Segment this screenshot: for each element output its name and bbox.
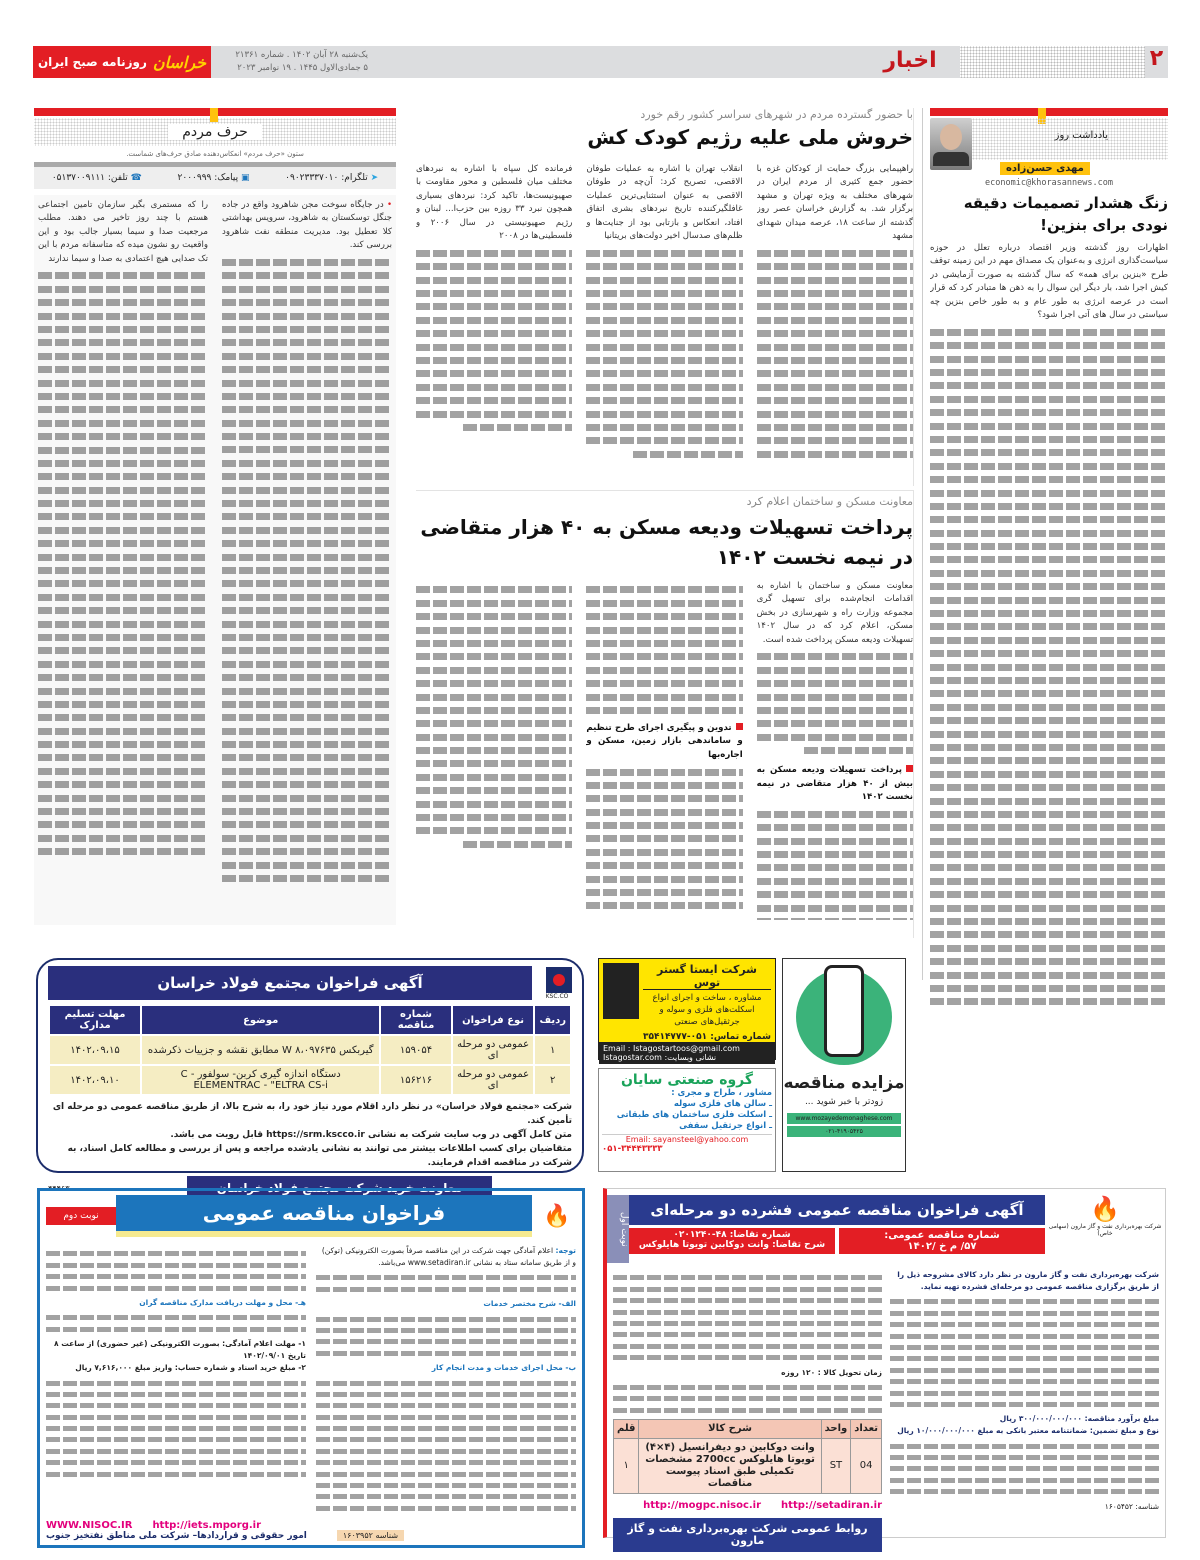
story1-col-3: فرمانده کل سپاه با اشاره به نبردهای مختلف میان فلسطین و محور مقاومت با صهیونیست‌ها، تاکید کرد: نبردهای بسیاری همچون نبرد ۳۳ روزه بین حزب‌ا... لبنان و رژیم صهیونیستی در سال ۲۰۰۶ و فلسطینی‌ها در ۲۰۰۸ bbox=[416, 163, 572, 463]
nisoc-col-left: هـ- محل و مهلت دریافت مدارک مناقصه گران ۱- مهلت اعلام آمادگی: بصورت الکترونیکی (غیر حضوری) از ساعت ۸ تاریخ ۱۴۰۲/۰۹/۰۱ ۲- مبلغ خرید اسناد و شماره حساب: واریز مبلغ ۷,۶۱۶,۰۰۰ ریال bbox=[46, 1245, 306, 1517]
ad-mozayede[interactable] bbox=[782, 958, 906, 1172]
mozayede-website[interactable]: www.mozayedemonaghese.com bbox=[787, 1113, 901, 1124]
editorial-kicker: یادداشت روز bbox=[1054, 130, 1108, 141]
maroon-code: شناسه: ۱۶۰۵۴۵۲ bbox=[1104, 1501, 1159, 1511]
nisoc-ad-title: فراخوان مناقصه عمومی bbox=[116, 1195, 532, 1237]
sms-icon: ▣ bbox=[241, 173, 250, 183]
ad-nisoc[interactable] bbox=[37, 1188, 585, 1548]
ista-website[interactable]: نشانی وبسایت: Istagostar.com bbox=[603, 1053, 717, 1062]
story-protest bbox=[416, 108, 914, 486]
ksc-tender-table: ردیف نوع فراخوان شماره مناقصه موضوع مهلت تسلیم مدارک ۱ عمومی دو مرحله ای ۱۵۹۰۵۴ گیربکس W ۸،۰۹۷۶۳۵ مطابق نقشه و جزییات ذکرشده ۱۴۰۲،۰۹،۱۵ ۲ عمومی دو مرحله ای ۱۵۶۲۱۶ دستگاه اندازه گیری کربن- سولفور - C ELEMENTRAC - "ELTRA CS-i ۱۴۰۲،۰۹،۱۰ bbox=[48, 1004, 572, 1096]
telegram-icon: ➤ bbox=[370, 173, 379, 183]
issue-date bbox=[218, 49, 368, 75]
ksc-code: ۴۴۴۶۳ bbox=[48, 1183, 70, 1193]
maroon-ad-title: آگهی فراخوان مناقصه عمومی فشرده دو مرحله‌ای bbox=[629, 1195, 1045, 1225]
phone-contact[interactable]: ☎ تلفن: ۰۵۱۳۷۰۰۹۱۱۱ bbox=[51, 173, 142, 183]
ad-sayan[interactable]: گروه صنعتی سایان مشاور ، طراح و مجری : ـ سالن های فلزی سوله ـ اسکلت فلزی ساختمان های طبقاتی ـ انواع جرثقیل سقفی Email: sayansteel@yahoo.com ۰۵۱-۳۴۴۴۳۳۳۳ bbox=[598, 1068, 776, 1172]
table-row: 04 ST وانت دوکابین دو دیفرانسیل (۴×۴) تویوتا هایلوکس 2700cc مشخصات تکمیلی طبق اسناد پیوست مناقصات ۱ bbox=[614, 1439, 882, 1494]
brand-name: خراسان bbox=[152, 52, 207, 72]
ista-email[interactable]: Email : Istagostartoos@gmail.com bbox=[603, 1044, 740, 1053]
editorial-column bbox=[930, 108, 1168, 1012]
story2-col-1: معاونت مسکن و ساختمان با اشاره به اقدامات انجام‌شده برای تسهیل گری مجموعه وزارت راه و شهرسازی در بخش مسکن، اعلام کرد که در سال ۱۴۰۲ تسهیلات ودیعه مسکن پرداخت شده است. پرداخت تسهیلات ودیعه مسکن به بیش از ۴۰ هزار متقاضی در نیمه نخست ۱۴۰۲ bbox=[757, 580, 913, 920]
story-housing bbox=[416, 490, 914, 938]
nisoc-code: شناسه ۱۶۰۳۹۵۲ bbox=[337, 1530, 404, 1541]
nioc-logo-icon: 🔥 bbox=[543, 1203, 571, 1229]
ad-maroon[interactable]: 🔥 شرکت بهره‌برداری نفت و گاز مارون (سهامی خاص) آگهی فراخوان مناقصه عمومی فشرده دو مرحله‌ای شماره مناقصه عمومی: ۵۷/ م خ /۱۴۰۲ شماره تقاضا: ۴۸-۰۲۰۱۲۴۰ شرح تقاضا: وانت دوکابین تویوتا هایلوکس نوبت اول شرکت بهره‌برداری نفت و گاز مارون در نظر دارد کالای مشروحه ذیل را از طریق برگزاری مناقصه عمومی دو مرحله‌ای فشرده تهیه نماید. مبلغ برآورد مناقصه: ۳۰۰/۰۰۰/۰۰۰/۰۰۰ ریال نوع و مبلغ تضمین: ضمانتنامه معتبر بانکی به مبلغ ۱۰/۰۰۰/۰۰۰/۰۰۰ ریال شناسه: ۱۶۰۵۴۵۲ زمان تحویل کالا : ۱۲۰ روزه تعداد واحد شرح کالا قلم 04 ST وانت دوکابین دو دیفرانسیل (۴×۴) تویوتا هایلوکس 2700cc مشخصات تکمیلی طبق اسناد پیوست مناقصات ۱ http://mogpc.nisoc.ir http://setadiran.ir روابط عمومی شرکت بهره‌برداری نفت و گاز مارون bbox=[603, 1188, 1166, 1538]
people-column-subtitle: ستون «حرف مردم» انعکاس‌دهنده صادق حرف‌های شماست. bbox=[126, 150, 304, 158]
column-divider bbox=[922, 108, 923, 980]
ista-phone: شماره تماس: ۰۵۱-۳۵۴۱۴۷۷۷ bbox=[642, 1032, 771, 1042]
story1-col-1: راهپیمایی بزرگ حمایت از کودکان غزه با حضور جمع کثیری از مردم ایران در شهرهای مختلف به ویژه تهران و مشهد برگزار شد. به گزارش خراسان عصر روز گذشته از ساعت ۱۸، عرصه میدان شهدای مشهد bbox=[757, 163, 913, 463]
editorial-body: اظهارات روز گذشته وزیر اقتصاد درباره تعلل در حوزه سیاست‌گذاری انرژی و به‌عنوان یک مصداق مهم در این زمینه توقف طرح «بنزین برای همه» که سال گذشته به صورت آزمایشی در کیش اجرا شد، بار دیگر این سوال را به ذهن ها متبادر کرد که قرار است در عرصه انرژی به طور عام و به طور خاص بنزین چه سیاستی در سال های آتی اجرا شود؟ bbox=[930, 242, 1168, 1012]
ista-body: مشاوره ، ساخت و اجرای انواع اسکلت‌های فلزی و سوله و جرثقیل‌های صنعتی bbox=[652, 993, 762, 1027]
people-col-right: • در جایگاه سوخت مجن شاهرود واقع در جاده جنگل توسکستان به شاهرود، سرویس بهداشتی کلا تعطیل بود. مدیریت منطقه نفت شاهرود بررسی کند. bbox=[222, 199, 392, 921]
page-number: ۲ bbox=[1149, 46, 1164, 71]
nisoc-badge: نوبت دوم bbox=[46, 1207, 116, 1225]
story2-subhead-2: تدوین و پیگیری اجرای طرح تنظیم و ساماندهی بازار زمین، مسکن و اجاره‌بها bbox=[586, 722, 743, 760]
editorial-red-bar bbox=[930, 108, 1168, 116]
maroon-link-setad[interactable]: http://setadiran.ir bbox=[781, 1500, 882, 1512]
ista-title: شرکت ایستا گستر توس bbox=[643, 963, 771, 990]
story1-kicker: با حضور گسترده مردم در شهرهای سراسر کشور رقم خورد bbox=[640, 108, 913, 121]
people-col-left: را که مستمری بگیر سازمان تامین اجتماعی هستم با چند روز تاخیر می دهند. مطلب مرجعیت صدا و سیما بسیار جالب بود و این واقعیت رو نشون میده که متاسفانه مردم با این تک صدایی هیچ اعتمادی به صدا و سیما ندارند bbox=[38, 199, 208, 921]
story2-col-3 bbox=[416, 580, 572, 920]
story2-subhead-1: پرداخت تسهیلات ودیعه مسکن به بیش از ۴۰ هزار متقاضی در نیمه نخست ۱۴۰۲ bbox=[756, 765, 913, 802]
table-row: ۲ عمومی دو مرحله ای ۱۵۶۲۱۶ دستگاه اندازه گیری کربن- سولفور - C ELEMENTRAC - "ELTRA CS-i ۱۴۰۲،۰۹،۱۰ bbox=[49, 1065, 571, 1095]
contact-bar bbox=[34, 167, 396, 189]
ksc-text-3: متقاضیان برای کسب اطلاعات بیشتر می توانند به نشانی یادشده مراجعه و پس از بررسی و مطالعه کامل اسناد، به شرکت در مناقصه اقدام فرمایند. bbox=[67, 1144, 572, 1168]
brand-tagline: روزنامه صبح ایران bbox=[37, 55, 147, 69]
sayan-phone: ۰۵۱-۳۴۴۴۳۳۳۳ bbox=[602, 1144, 663, 1154]
story2-title[interactable]: پرداخت تسهیلات ودیعه مسکن به ۴۰ هزار متقاضی در نیمه نخست ۱۴۰۲ bbox=[420, 515, 913, 569]
ksc-logo: KSC.CO bbox=[542, 967, 572, 1000]
people-column bbox=[34, 108, 396, 938]
ksc-text-1: شرکت «مجتمع فولاد خراسان» در نظر دارد اقلام مورد نیاز خود را، به شرح بالا، از طریق مناقصه عمومی دو مرحله ای تأمین کند. bbox=[52, 1102, 572, 1126]
nisoc-col-right: توجه: اعلام آمادگی جهت شرکت در این مناقصه صرفاً بصورت الکترونیکی (توکن) و از طریق سامانه ستاد به نشانی www.setadiran.ir می‌باشد. الف- شرح مختصر خدمات ب- محل اجرای خدمات و مدت انجام کار bbox=[316, 1245, 576, 1517]
mozayede-phone: ۰۲۱-۴۱۹۰۵۴۲۵ bbox=[787, 1126, 901, 1137]
maroon-col-left: زمان تحویل کالا : ۱۲۰ روزه تعداد واحد شرح کالا قلم 04 ST وانت دوکابین دو دیفرانسیل (۴×۴) تویوتا هایلوکس 2700cc مشخصات تکمیلی طبق اسناد پیوست مناقصات ۱ http://mogpc.nisoc.ir http://setadiran.ir روابط عمومی شرکت بهره‌برداری نفت و گاز مارون bbox=[613, 1269, 882, 1552]
date-line-1: یک‌شنبه ۲۸ آبان ۱۴۰۲ . شماره ۲۱۳۶۱ bbox=[235, 50, 368, 60]
people-column-title: حرف مردم bbox=[168, 124, 261, 140]
section-title: اخبار bbox=[883, 48, 937, 73]
telegram-contact[interactable]: ➤ تلگرام: ۰۹۰۲۳۳۳۷۰۱۰ bbox=[285, 173, 379, 183]
maroon-badge: نوبت اول bbox=[607, 1195, 629, 1263]
ksc-text-2: متن کامل آگهی در وب سایت شرکت به نشانی https://srm.kscco.ir قابل رویت می باشد. bbox=[170, 1130, 572, 1140]
story2-col-2 bbox=[586, 580, 742, 920]
phone-icon: ☎ bbox=[130, 173, 142, 183]
nisoc-footer: امور حقوقی و قراردادها– شرکت ملی مناطق نفتخیز جنوب bbox=[46, 1531, 307, 1541]
mozayede-tagline: زودتر با خبر شوید ... bbox=[804, 1097, 884, 1107]
header-pattern bbox=[960, 46, 1145, 78]
nisoc-link-1[interactable]: WWW.NISOC.IR bbox=[46, 1520, 133, 1531]
phone-mockup-icon bbox=[796, 969, 892, 1065]
ad-ksc[interactable] bbox=[36, 958, 584, 1195]
date-line-2: ۵ جمادی‌الاول ۱۴۴۵ . ۱۹ نوامبر ۲۰۲۳ bbox=[237, 63, 368, 73]
nisoc-link-2[interactable]: http://iets.mporg.ir bbox=[152, 1520, 262, 1531]
ksc-ad-title: آگهی فراخوان مجتمع فولاد خراسان bbox=[48, 966, 532, 1000]
author-email[interactable]: economic@khorasannews.com bbox=[985, 178, 1113, 188]
maroon-link-mogpc[interactable]: http://mogpc.nisoc.ir bbox=[643, 1500, 762, 1512]
newspaper-logo[interactable] bbox=[33, 46, 211, 78]
ista-logo bbox=[603, 963, 639, 1019]
story2-kicker: معاونت مسکن و ساختمان اعلام کرد bbox=[746, 495, 913, 508]
maroon-footer: روابط عمومی شرکت بهره‌برداری نفت و گاز مارون bbox=[613, 1518, 882, 1552]
mozayede-logo: مزایده مناقصه bbox=[783, 1073, 905, 1093]
maroon-goods-table: تعداد واحد شرح کالا قلم 04 ST وانت دوکابین دو دیفرانسیل (۴×۴) تویوتا هایلوکس 2700cc مشخصات تکمیلی طبق اسناد پیوست مناقصات ۱ bbox=[613, 1419, 882, 1494]
story1-title[interactable]: خروش ملی علیه رژیم کودک کش bbox=[587, 125, 913, 149]
ad-ista[interactable] bbox=[598, 958, 776, 1060]
maroon-col-right: شرکت بهره‌برداری نفت و گاز مارون در نظر دارد کالای مشروحه ذیل را از طریق برگزاری مناقصه عمومی دو مرحله‌ای فشرده تهیه نماید. مبلغ برآورد مناقصه: ۳۰۰/۰۰۰/۰۰۰/۰۰۰ ریال نوع و مبلغ تضمین: ضمانتنامه معتبر بانکی به مبلغ ۱۰/۰۰۰/۰۰۰/۰۰۰ ریال شناسه: ۱۶۰۵۴۵۲ bbox=[890, 1269, 1159, 1552]
editorial-title: زنگ هشدار تصمیمات دقیقه نودی برای بنزین! bbox=[963, 194, 1168, 234]
ksc-footer: معاونت خرید شرکت مجتمع فولاد خراسان bbox=[187, 1176, 492, 1200]
story1-col-2: انقلاب تهران با اشاره به عملیات طوفان الاقصی، تصریح کرد: آن‌چه در طوفان الاقصی به عنوان استثنایی‌ترین عملیات غافلگیرکننده تاریخ نبردهای بشری اتفاق افتاد، انعکاس و بازتابی بود از جنایت‌ها و ظلم‌های صدسال اخیر دولت‌های بریتانیا bbox=[586, 163, 742, 463]
author-name: مهدی حسن‌زاده bbox=[1000, 162, 1090, 175]
sms-contact[interactable]: ▣ پیامک: ۲۰۰۰۹۹۹ bbox=[177, 173, 250, 183]
nioc-maroon-logo: 🔥 شرکت بهره‌برداری نفت و گاز مارون (سهامی خاص) bbox=[1048, 1195, 1162, 1237]
editorial-kicker-box bbox=[930, 118, 1168, 160]
sayan-title: گروه صنعتی سایان bbox=[620, 1072, 754, 1088]
table-row: ۱ عمومی دو مرحله ای ۱۵۹۰۵۴ گیربکس W ۸،۰۹۷۶۳۵ مطابق نقشه و جزییات ذکرشده ۱۴۰۲،۰۹،۱۵ bbox=[49, 1035, 571, 1065]
sayan-email[interactable]: Email: sayansteel@yahoo.com bbox=[602, 1134, 772, 1144]
